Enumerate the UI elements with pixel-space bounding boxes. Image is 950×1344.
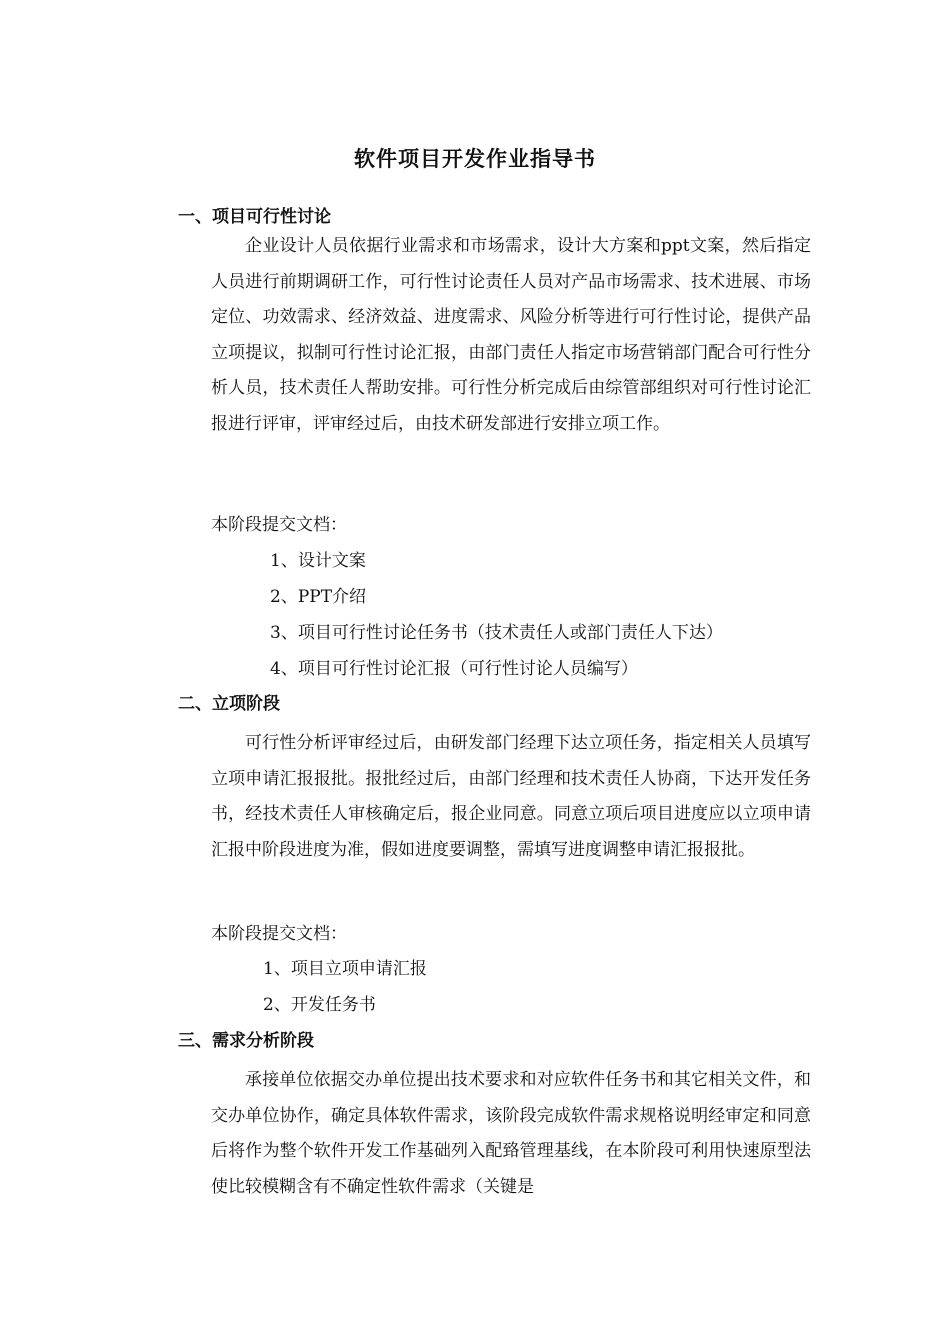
section-heading-requirements: 三、需求分析阶段 [178,1031,314,1051]
section-paragraph-approval: 可行性分析评审经过后，由研发部门经理下达立项任务，指定相关人员填写立项申请汇报报批。报批经过后，由部门经理和技术责任人协商，下达开发任务书，经技术责任人审核确定后，报企业同意。同意立项后项目进度应以立项申请汇报中阶段进度为准，假如进度要调整，需填写进度调整申请汇报报批。 [211,733,811,860]
list-item: 3、项目可行性讨论任务书（技术责任人或部门责任人下达） [270,623,723,643]
list-item: 1、项目立项申请汇报 [263,959,427,979]
submit-docs-label: 本阶段提交文档： [211,515,347,535]
submit-docs-label: 本阶段提交文档： [211,924,347,944]
section-paragraph-feasibility: 企业设计人员依据行业需求和市场需求，设计大方案和ppt文案，然后指定人员进行前期调研工作，可行性讨论责任人员对产品市场需求、技术进展、市场定位、功效需求、经济效益、进度需求、风险分析等进行可行性讨论，提供产品立项提议，拟制可行性讨论汇报，由部门责任人指定市场营销部门配合可行性分析人员，技术责任人帮助安排。可行性分析完成后由综管部组织对可行性讨论汇报进行评审，评审经过后，由技术研发部进行安排立项工作。 [211,236,811,434]
section-heading-approval: 二、立项阶段 [178,694,280,714]
section-paragraph-requirements: 承接单位依据交办单位提出技术要求和对应软件任务书和其它相关文件，和交办单位协作，确定具体软件需求，该阶段完成软件需求规格说明经审定和同意后将作为整个软件开发工作基础列入配臵管理基线，在本阶段可利用快速原型法使比较模糊含有不确定性软件需求（关键是 [211,1070,811,1197]
document-title: 软件项目开发作业指导书 [354,147,596,171]
section-heading-feasibility: 一、项目可行性讨论 [178,207,331,227]
list-item: 1、设计文案 [270,551,366,571]
list-item: 2、PPT介绍 [270,587,367,607]
list-item: 4、项目可行性讨论汇报（可行性讨论人员编写） [270,659,638,679]
list-item: 2、开发任务书 [263,995,376,1015]
